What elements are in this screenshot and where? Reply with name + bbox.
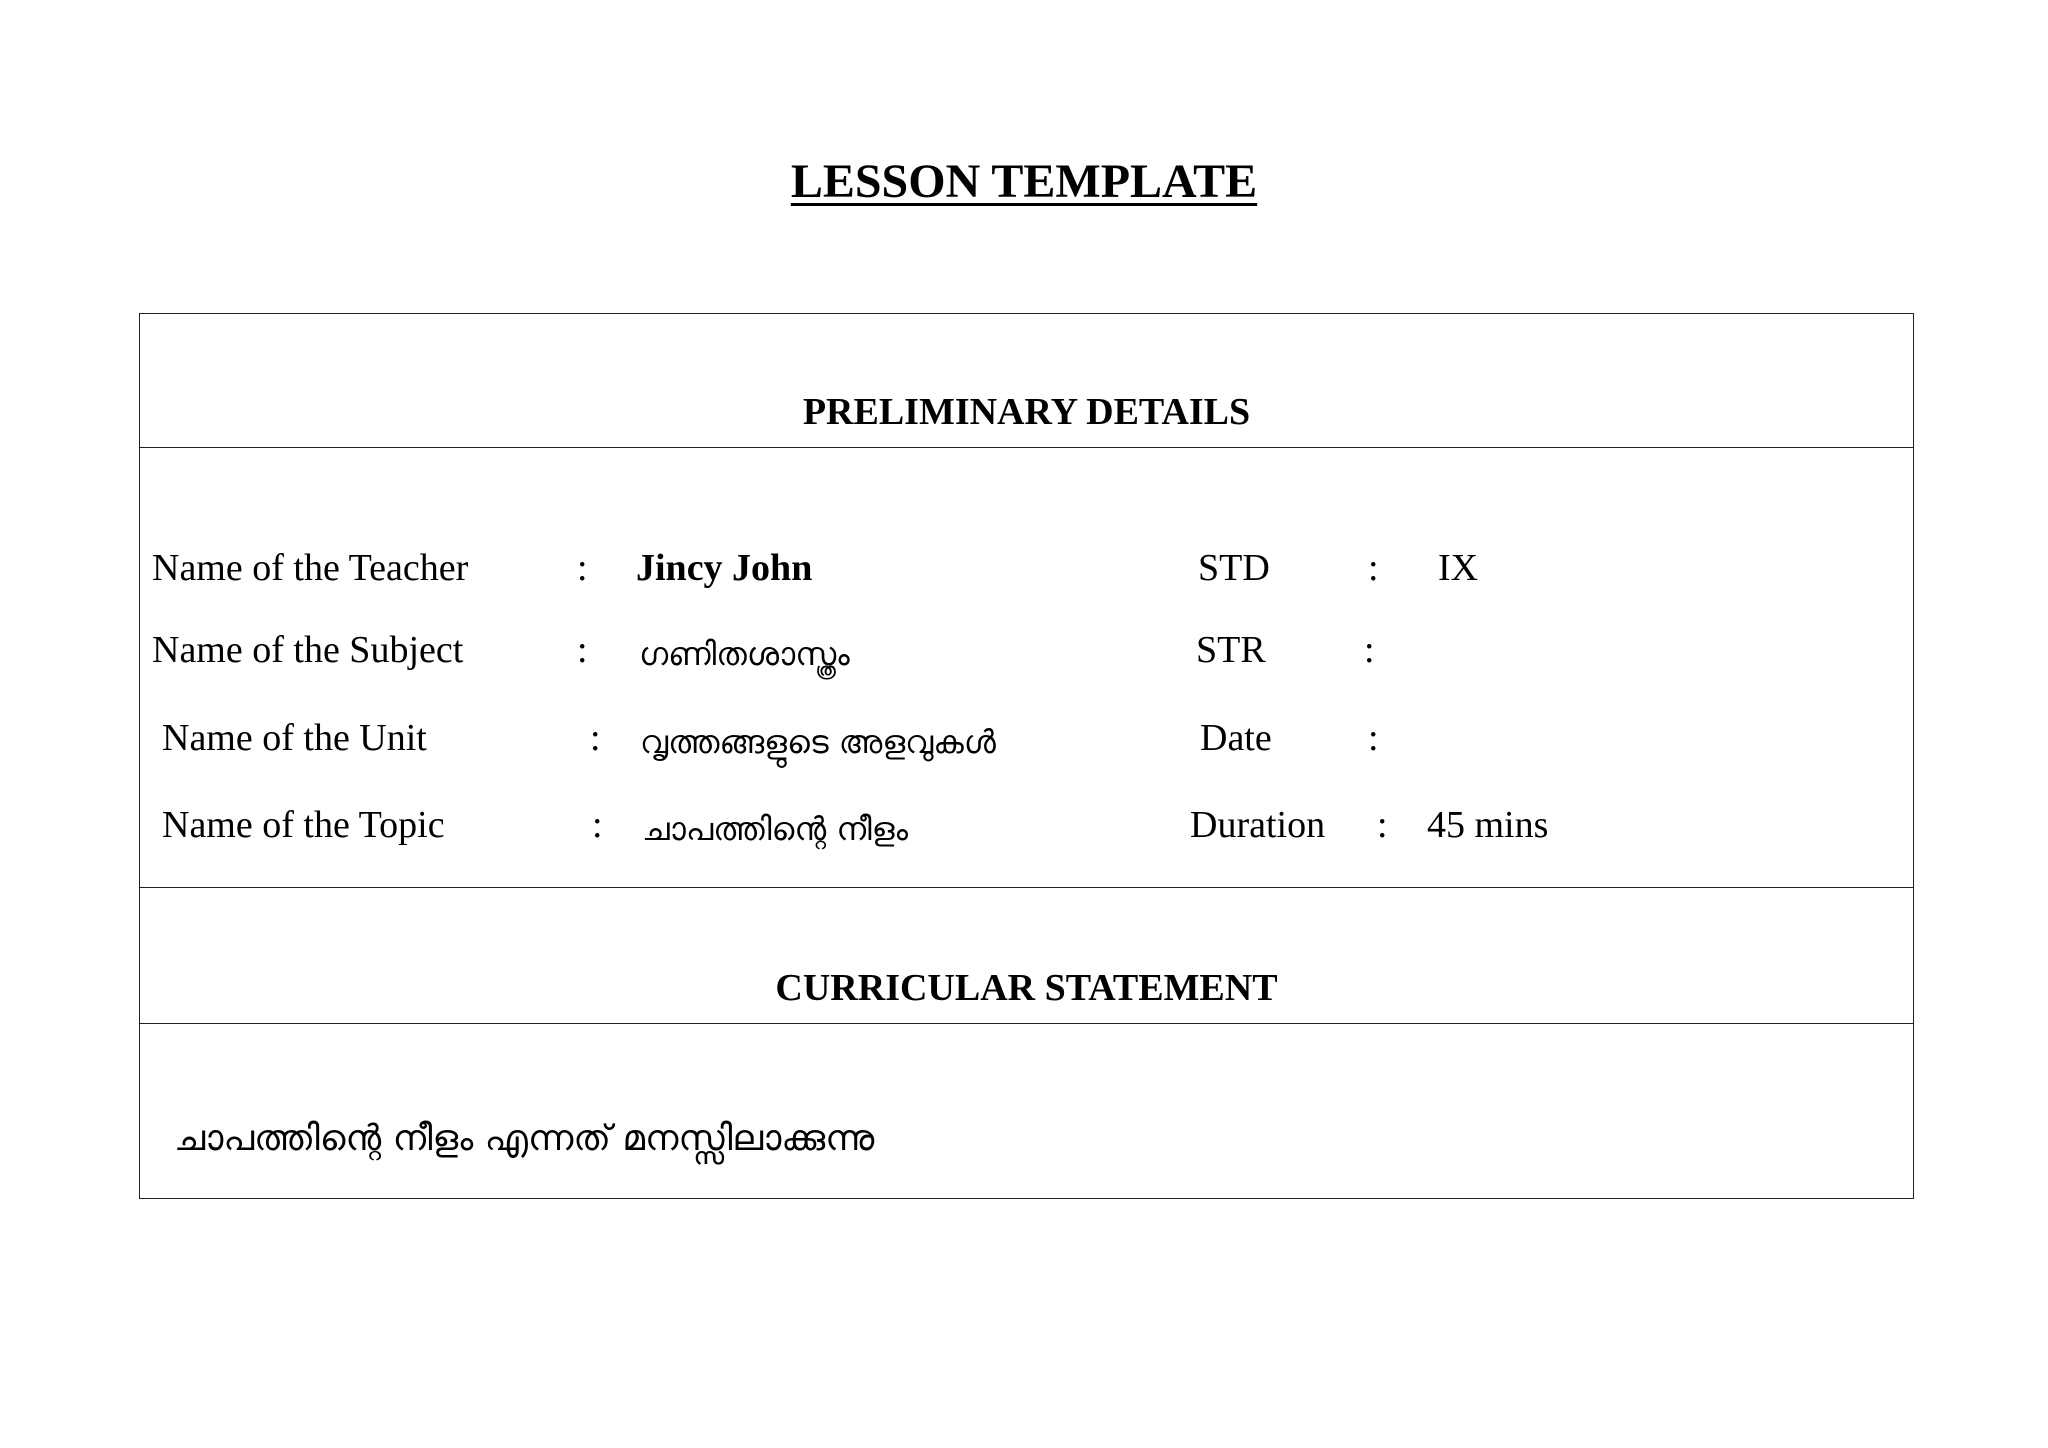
topic-name-separator: :: [592, 804, 603, 846]
date-separator: :: [1368, 717, 1379, 759]
lesson-template-table: [139, 313, 1914, 1199]
unit-name-label: Name of the Unit: [162, 717, 427, 759]
std-value: IX: [1438, 547, 1479, 589]
teacher-name-label: Name of the Teacher: [152, 547, 469, 589]
topic-name-label: Name of the Topic: [162, 804, 445, 846]
topic-name-value: ചാപത്തിന്റെ നീളം: [642, 810, 908, 848]
subject-name-value: ഗണിതശാസ്ത്രം: [639, 635, 850, 673]
preliminary-details-heading: PRELIMINARY DETAILS: [802, 391, 1251, 433]
std-label: STD: [1198, 547, 1270, 589]
page-title: [0, 152, 2048, 212]
table-divider: [140, 887, 1913, 888]
subject-name-separator: :: [577, 629, 588, 671]
date-label: Date: [1200, 717, 1272, 759]
teacher-name-separator: :: [577, 547, 588, 589]
duration-label: Duration: [1190, 804, 1326, 846]
duration-separator: :: [1377, 804, 1388, 846]
table-divider: [140, 1023, 1913, 1024]
std-separator: :: [1368, 547, 1379, 589]
duration-value: 45 mins: [1427, 804, 1549, 846]
teacher-name-value: Jincy John: [636, 547, 813, 589]
curricular-statement-text: ചാപത്തിന്റെ നീളം എന്നത് മനസ്സിലാക്കുന്നു: [174, 1118, 875, 1159]
unit-name-separator: :: [590, 717, 601, 759]
page-title-text: LESSON TEMPLATE: [790, 155, 1258, 208]
curricular-statement-heading: CURRICULAR STATEMENT: [775, 967, 1278, 1009]
table-divider: [140, 447, 1913, 448]
str-separator: :: [1364, 629, 1375, 671]
subject-name-label: Name of the Subject: [152, 629, 464, 671]
str-label: STR: [1196, 629, 1266, 671]
unit-name-value: വൃത്തങ്ങളുടെ അളവുകൾ: [640, 723, 996, 761]
